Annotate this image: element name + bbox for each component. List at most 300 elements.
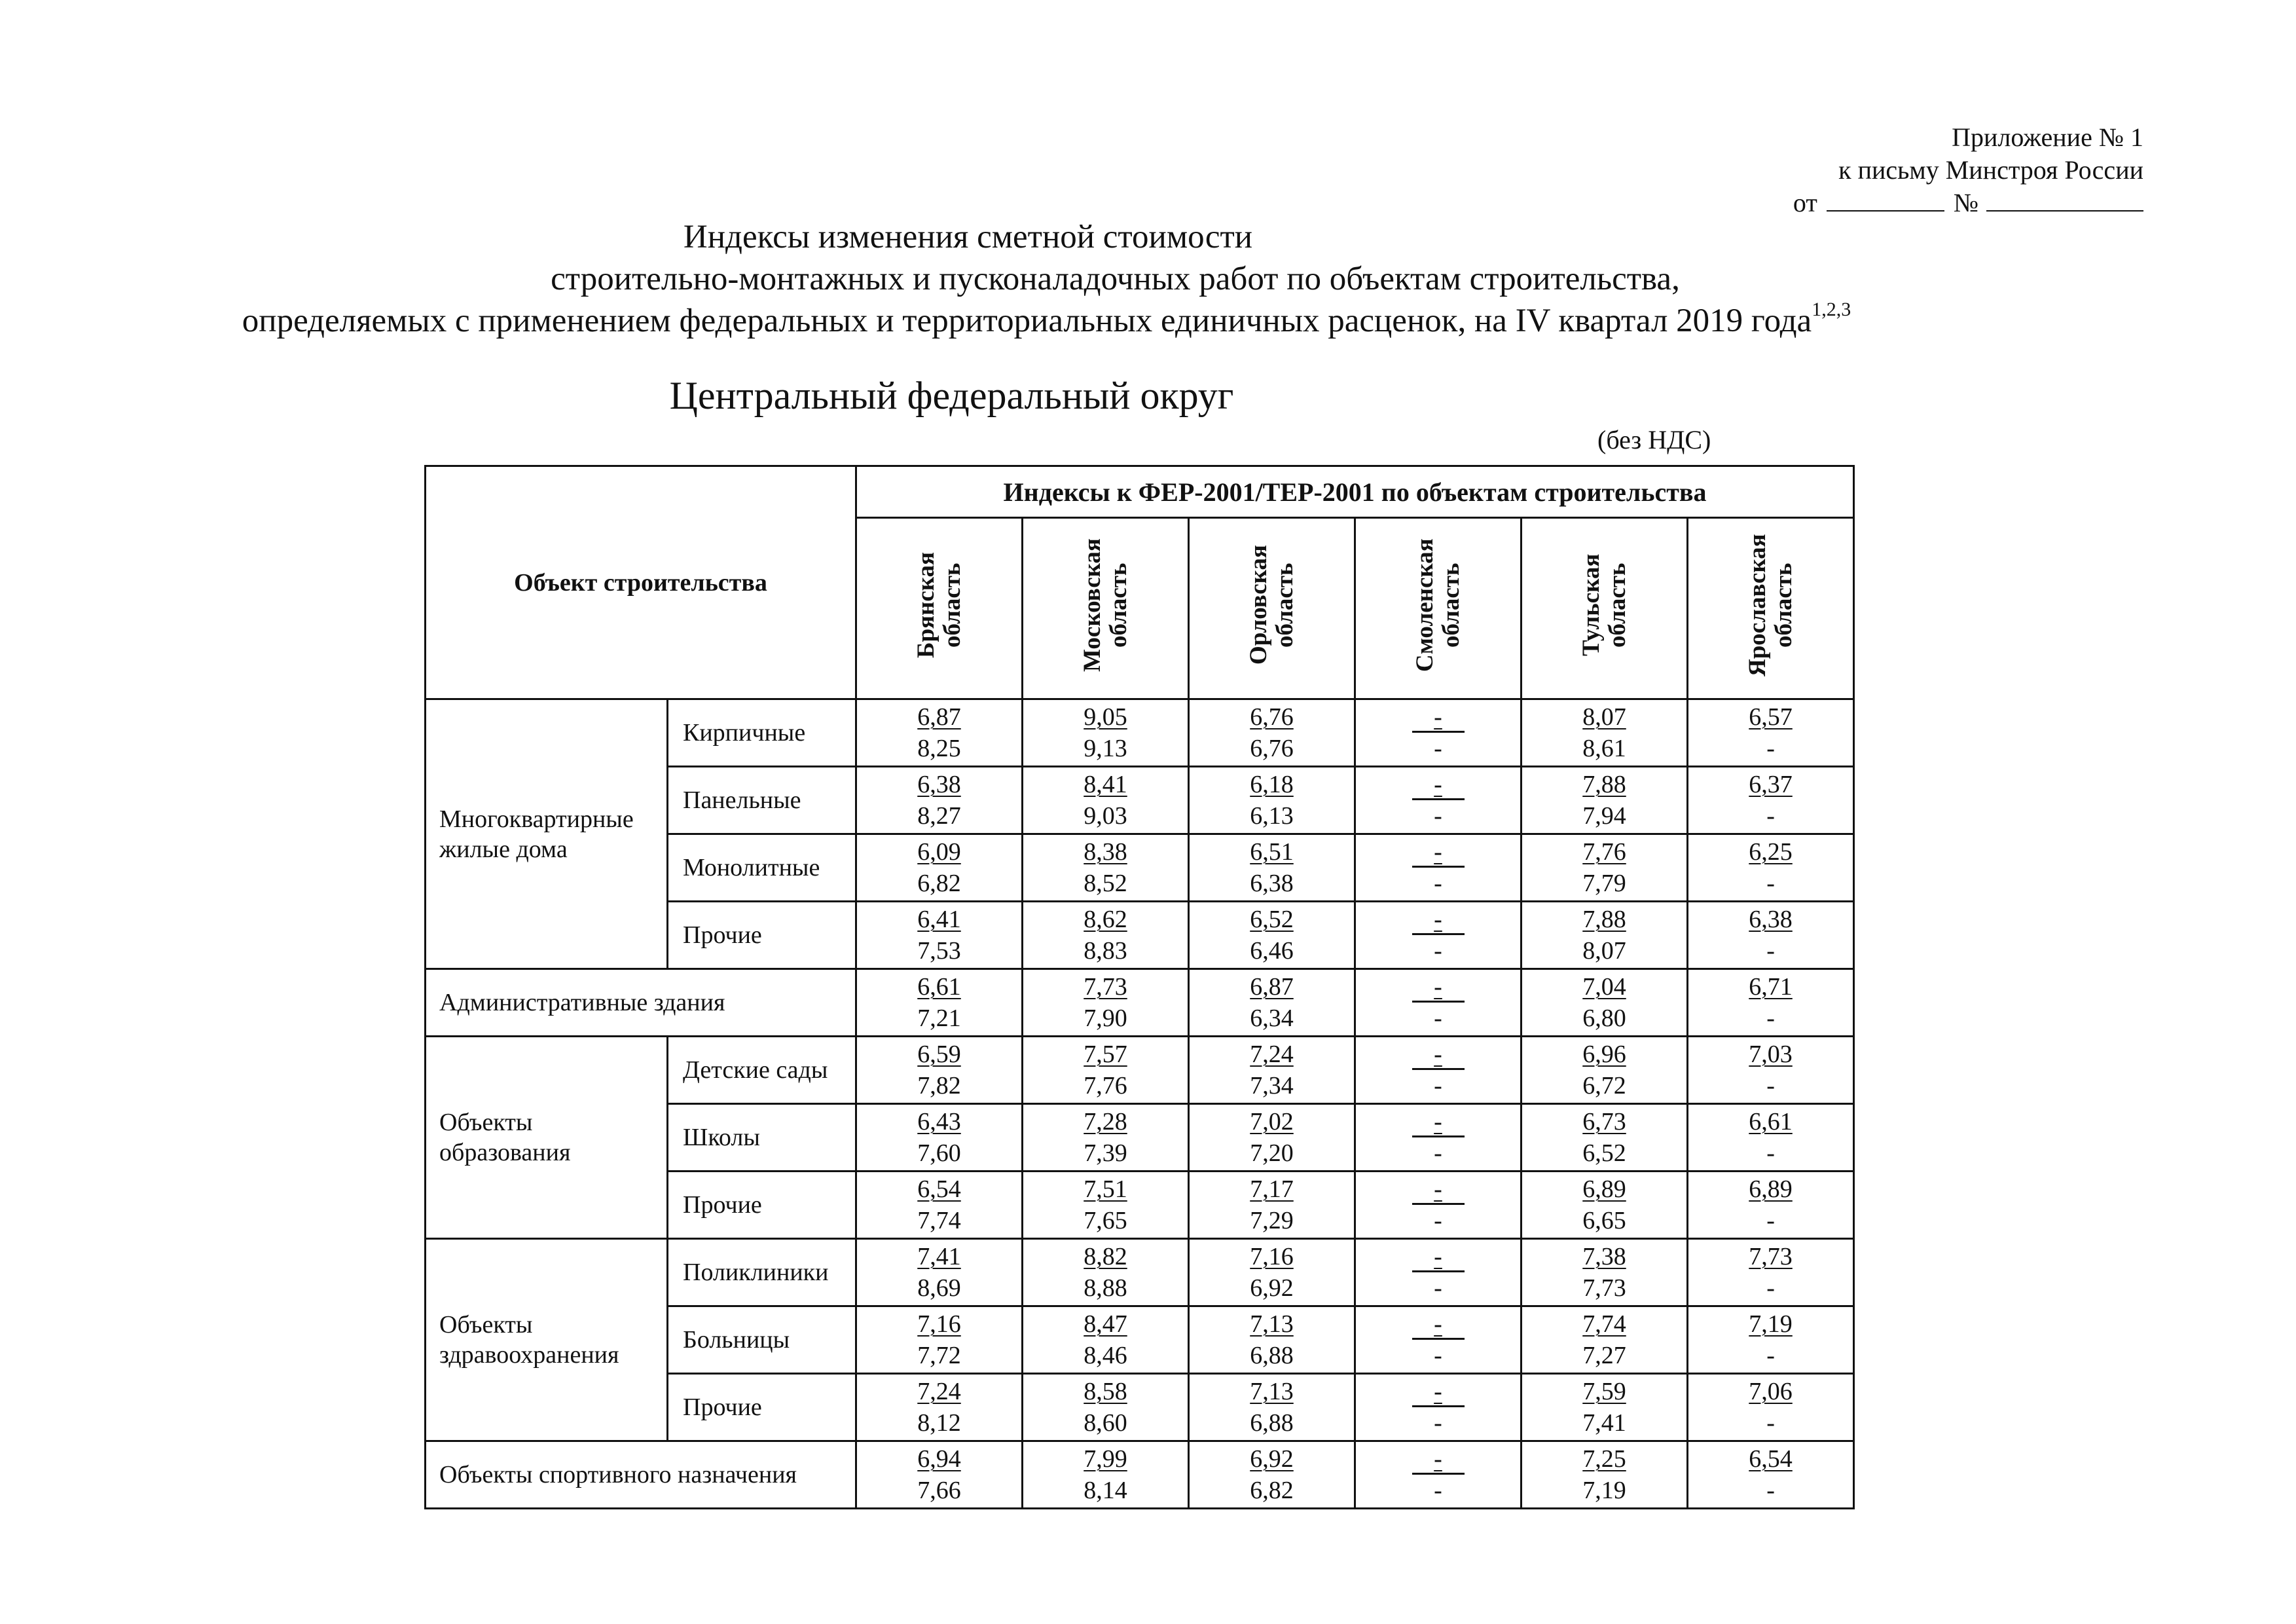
fer-index-text: 8,58 <box>1084 1378 1127 1405</box>
fer-index-value <box>1356 1173 1520 1205</box>
object-group-label: Объекты образования <box>426 1037 668 1239</box>
fer-index-value <box>1522 1241 1686 1272</box>
region-column-label: Тульская область <box>1577 553 1631 657</box>
ter-index-value: 7,66 <box>917 1477 961 1504</box>
title-line-3-text: определяемых с применением федеральных и территориальных единичных расценок, на IV квартал 2019 года <box>242 303 1812 339</box>
region-column-header <box>1688 518 1854 699</box>
index-value-cell <box>1688 1374 1854 1441</box>
fer-index-text: 6,76 <box>1250 703 1294 731</box>
object-group-label: Объекты здравоохранения <box>426 1239 668 1441</box>
ter-index-value: 8,88 <box>1084 1274 1127 1302</box>
fer-index-value <box>1522 701 1686 733</box>
fer-index-value <box>1190 701 1354 733</box>
annex-block <box>1777 121 2143 219</box>
fer-index-text: 6,61 <box>917 973 961 1001</box>
object-subtype-label: Панельные <box>668 767 856 834</box>
fer-index-value <box>1356 1106 1520 1137</box>
fer-index-text: 7,51 <box>1084 1175 1127 1203</box>
fer-index-text: - <box>1412 910 1465 935</box>
fer-index-value <box>1023 971 1188 1003</box>
annex-number-label: № <box>1953 188 1978 217</box>
index-value-cell <box>1023 1239 1189 1306</box>
fer-index-text: 7,13 <box>1250 1310 1294 1338</box>
index-value-cell <box>1023 699 1189 767</box>
ter-index-value: 7,19 <box>1582 1477 1626 1504</box>
fer-index-value <box>1688 1039 1853 1070</box>
fer-index-text: 8,47 <box>1084 1310 1127 1338</box>
index-value-cell <box>1189 1441 1355 1509</box>
fer-index-value <box>1190 1106 1354 1137</box>
fer-index-text: 7,57 <box>1084 1041 1127 1068</box>
index-value-cell <box>1189 767 1355 834</box>
table-row <box>426 969 1854 1037</box>
index-value-cell <box>1355 902 1522 969</box>
object-subtype-label: Монолитные <box>668 834 856 902</box>
ter-index-value: 7,72 <box>917 1342 961 1369</box>
index-value-cell <box>1522 1441 1688 1509</box>
number-blank <box>1986 188 2143 212</box>
index-value-cell <box>1023 1374 1189 1441</box>
fer-index-text: 6,09 <box>917 838 961 866</box>
fer-index-value <box>1023 701 1188 733</box>
ter-index-value: 6,52 <box>1582 1139 1626 1167</box>
ter-index-value: - <box>1766 1207 1775 1234</box>
ter-index-value: - <box>1766 1005 1775 1032</box>
fer-index-text: 6,89 <box>1749 1175 1793 1203</box>
fer-index-text: 6,94 <box>917 1445 961 1473</box>
fer-index-value <box>1190 1443 1354 1475</box>
fer-index-text: 7,76 <box>1582 838 1626 866</box>
fer-index-text: 7,88 <box>1582 771 1626 798</box>
fer-index-value <box>1190 904 1354 935</box>
fer-index-value <box>1688 769 1853 800</box>
fer-index-value <box>1522 904 1686 935</box>
ter-index-value: 9,03 <box>1084 802 1127 830</box>
title-line-2: строительно-монтажных и пусконаладочных работ по объектам строительства, <box>551 261 1680 297</box>
ter-index-value: 7,53 <box>917 937 961 965</box>
index-value-cell <box>1189 902 1355 969</box>
index-value-cell <box>1189 1239 1355 1306</box>
fer-index-value <box>1522 836 1686 868</box>
fer-index-value <box>1688 1106 1853 1137</box>
fer-index-text: 7,73 <box>1749 1243 1793 1270</box>
index-value-cell <box>1522 1104 1688 1172</box>
index-value-cell <box>1688 1306 1854 1374</box>
index-value-cell <box>1189 1172 1355 1239</box>
index-value-cell <box>1189 699 1355 767</box>
index-value-cell <box>1688 1172 1854 1239</box>
fer-index-value <box>1023 1241 1188 1272</box>
object-type-label: Административные здания <box>426 969 856 1037</box>
fer-index-value <box>1023 904 1188 935</box>
index-value-cell <box>1688 767 1854 834</box>
fer-index-value <box>1688 1173 1853 1205</box>
fer-index-value <box>857 904 1021 935</box>
fer-index-text: 6,92 <box>1250 1445 1294 1473</box>
fer-index-value <box>1522 1308 1686 1340</box>
fer-index-value <box>1356 769 1520 800</box>
fer-index-text: 7,19 <box>1749 1310 1793 1338</box>
ter-index-value: 9,13 <box>1084 735 1127 762</box>
index-value-cell <box>1522 767 1688 834</box>
fer-index-text: - <box>1412 707 1465 733</box>
index-value-cell <box>1355 1306 1522 1374</box>
fer-index-value <box>1522 1039 1686 1070</box>
fer-index-text: 8,62 <box>1084 906 1127 933</box>
fer-index-value <box>1522 971 1686 1003</box>
region-column-header <box>1023 518 1189 699</box>
index-value-cell <box>1023 1172 1189 1239</box>
fer-index-value <box>857 1443 1021 1475</box>
index-value-cell <box>1023 1306 1189 1374</box>
ter-index-value: 7,41 <box>1582 1409 1626 1437</box>
region-column-label: Московская область <box>1078 538 1132 672</box>
table-row <box>426 699 1854 767</box>
index-value-cell <box>1355 767 1522 834</box>
index-value-cell <box>856 1239 1023 1306</box>
index-value-cell <box>1522 699 1688 767</box>
fer-index-text: 6,18 <box>1250 771 1294 798</box>
fer-index-text: 7,24 <box>917 1378 961 1405</box>
ter-index-value: 7,76 <box>1084 1072 1127 1099</box>
fer-index-text: 7,24 <box>1250 1041 1294 1068</box>
fer-index-value <box>857 1308 1021 1340</box>
index-value-cell <box>1688 1037 1854 1104</box>
index-value-cell <box>1355 699 1522 767</box>
index-value-cell <box>1189 834 1355 902</box>
fer-index-value <box>1688 1376 1853 1407</box>
fer-index-text: 7,28 <box>1084 1108 1127 1135</box>
index-value-cell <box>1023 1104 1189 1172</box>
region-column-label: Смоленская область <box>1411 538 1465 672</box>
region-heading: Центральный федеральный округ <box>669 374 1234 417</box>
fer-index-text: - <box>1412 977 1465 1003</box>
fer-index-text: 6,54 <box>917 1175 961 1203</box>
fer-index-value <box>1190 1173 1354 1205</box>
fer-index-value <box>1356 1376 1520 1407</box>
fer-index-text: 6,38 <box>1749 906 1793 933</box>
fer-index-value <box>1522 1106 1686 1137</box>
ter-index-value: - <box>1766 1342 1775 1369</box>
fer-index-text: 6,52 <box>1250 906 1294 933</box>
annex-line-1: Приложение № 1 <box>1952 122 2143 152</box>
index-value-cell <box>1023 1037 1189 1104</box>
fer-index-value <box>857 1106 1021 1137</box>
index-value-cell <box>1023 1441 1189 1509</box>
fer-index-text: 7,88 <box>1582 906 1626 933</box>
region-column-label: Брянская область <box>912 551 966 659</box>
fer-index-text: 8,07 <box>1582 703 1626 731</box>
index-value-cell <box>1355 834 1522 902</box>
ter-index-value: - <box>1766 1139 1775 1167</box>
index-value-cell <box>856 699 1023 767</box>
region-column-header <box>1189 518 1355 699</box>
fer-index-text: 6,59 <box>917 1041 961 1068</box>
ter-index-value: 8,83 <box>1084 937 1127 965</box>
fer-index-value <box>1190 1241 1354 1272</box>
index-value-cell <box>1189 1037 1355 1104</box>
indices-table <box>424 465 1855 1509</box>
fer-index-value <box>1190 769 1354 800</box>
index-value-cell <box>1189 1374 1355 1441</box>
index-value-cell <box>1023 902 1189 969</box>
fer-index-value <box>1356 971 1520 1003</box>
ter-index-value: 8,60 <box>1084 1409 1127 1437</box>
fer-index-text: 6,43 <box>917 1108 961 1135</box>
ter-index-value: 7,60 <box>917 1139 961 1167</box>
ter-index-value: 6,13 <box>1250 802 1294 830</box>
index-value-cell <box>856 1172 1023 1239</box>
ter-index-value: 8,25 <box>917 735 961 762</box>
fer-index-text: 8,38 <box>1084 838 1127 866</box>
index-value-cell <box>1688 969 1854 1037</box>
title-line-3 <box>0 300 2296 342</box>
index-value-cell <box>1522 902 1688 969</box>
index-value-cell <box>1688 699 1854 767</box>
index-value-cell <box>1355 1441 1522 1509</box>
object-subtype-label: Школы <box>668 1104 856 1172</box>
fer-index-text: 6,87 <box>917 703 961 731</box>
ter-index-value: 7,74 <box>917 1207 961 1234</box>
ter-index-value: - <box>1434 870 1442 897</box>
ter-index-value: 7,27 <box>1582 1342 1626 1369</box>
index-value-cell <box>1522 1037 1688 1104</box>
ter-index-value: 6,82 <box>917 870 961 897</box>
fer-index-text: 6,87 <box>1250 973 1294 1001</box>
fer-index-value <box>1522 1173 1686 1205</box>
fer-index-value <box>857 836 1021 868</box>
ter-index-value: - <box>1434 1409 1442 1437</box>
title-line-1: Индексы изменения сметной стоимости <box>683 219 1253 255</box>
fer-index-value <box>1688 1443 1853 1475</box>
object-subtype-label: Больницы <box>668 1306 856 1374</box>
fer-index-text: 7,74 <box>1582 1310 1626 1338</box>
ter-index-value: 8,61 <box>1582 735 1626 762</box>
fer-index-text: 6,61 <box>1749 1108 1793 1135</box>
ter-index-value: 7,65 <box>1084 1207 1127 1234</box>
fer-index-value <box>1522 769 1686 800</box>
fer-index-value <box>1688 836 1853 868</box>
ter-index-value: - <box>1766 735 1775 762</box>
ter-index-value: - <box>1434 1477 1442 1504</box>
fer-index-value <box>1688 701 1853 733</box>
ter-index-value: - <box>1434 1139 1442 1167</box>
ter-index-value: 7,90 <box>1084 1005 1127 1032</box>
region-column-label: Орловская область <box>1245 545 1298 665</box>
date-blank <box>1827 188 1944 212</box>
fer-index-value <box>1356 1241 1520 1272</box>
ter-index-value: - <box>1766 870 1775 897</box>
fer-index-value <box>857 971 1021 1003</box>
region-column-header <box>856 518 1023 699</box>
index-value-cell <box>1522 1239 1688 1306</box>
fer-index-value <box>1356 904 1520 935</box>
fer-index-text: - <box>1412 1112 1465 1137</box>
index-value-cell <box>1522 1374 1688 1441</box>
ter-index-value: 6,46 <box>1250 937 1294 965</box>
object-subtype-label: Прочие <box>668 1374 856 1441</box>
ter-index-value: - <box>1434 1005 1442 1032</box>
object-subtype-label: Прочие <box>668 1172 856 1239</box>
units-note: (без НДС) <box>1597 425 1711 454</box>
fer-index-value <box>1522 1443 1686 1475</box>
fer-index-value <box>1023 1039 1188 1070</box>
index-value-cell <box>856 1037 1023 1104</box>
fer-index-text: - <box>1412 1314 1465 1340</box>
fer-index-value <box>1190 1039 1354 1070</box>
index-value-cell <box>1522 969 1688 1037</box>
indices-body <box>426 699 1854 1509</box>
annex-line-3 <box>1777 187 2143 219</box>
indices-header: Индексы к ФЕР-2001/ТЕР-2001 по объектам строительства <box>856 466 1854 518</box>
fer-index-text: 6,89 <box>1582 1175 1626 1203</box>
region-column-label: Ярославская область <box>1743 534 1797 676</box>
region-column-header <box>1355 518 1522 699</box>
fer-index-text: 6,25 <box>1749 838 1793 866</box>
fer-index-value <box>1023 1173 1188 1205</box>
fer-index-text: 6,41 <box>917 906 961 933</box>
ter-index-value: 8,12 <box>917 1409 961 1437</box>
annex-from-label: от <box>1793 188 1817 217</box>
fer-index-text: 7,17 <box>1250 1175 1294 1203</box>
ter-index-value: 8,52 <box>1084 870 1127 897</box>
index-value-cell <box>1688 1239 1854 1306</box>
index-value-cell <box>1522 834 1688 902</box>
ter-index-value: 6,80 <box>1582 1005 1626 1032</box>
fer-index-text: - <box>1412 1044 1465 1070</box>
index-value-cell <box>1688 1104 1854 1172</box>
fer-index-value <box>1688 1241 1853 1272</box>
fer-index-text: 6,73 <box>1582 1108 1626 1135</box>
index-value-cell <box>856 834 1023 902</box>
fer-index-text: 6,51 <box>1250 838 1294 866</box>
fer-index-value <box>857 1376 1021 1407</box>
fer-index-text: 6,96 <box>1582 1041 1626 1068</box>
fer-index-text: 6,54 <box>1749 1445 1793 1473</box>
fer-index-value <box>1190 971 1354 1003</box>
table-row <box>426 1239 1854 1306</box>
fer-index-text: - <box>1412 842 1465 868</box>
ter-index-value: 7,94 <box>1582 802 1626 830</box>
ter-index-value: 6,82 <box>1250 1477 1294 1504</box>
fer-index-text: 7,25 <box>1582 1445 1626 1473</box>
index-value-cell <box>1189 969 1355 1037</box>
fer-index-value <box>1356 1443 1520 1475</box>
ter-index-value: 7,20 <box>1250 1139 1294 1167</box>
ter-index-value: - <box>1434 937 1442 965</box>
ter-index-value: 6,92 <box>1250 1274 1294 1302</box>
fer-index-text: 9,05 <box>1084 703 1127 731</box>
fer-index-text: 7,16 <box>1250 1243 1294 1270</box>
fer-index-value <box>1023 1443 1188 1475</box>
fer-index-value <box>857 1039 1021 1070</box>
fer-index-text: - <box>1412 775 1465 800</box>
table-row <box>426 1037 1854 1104</box>
ter-index-value: 7,73 <box>1582 1274 1626 1302</box>
fer-index-value <box>1688 1308 1853 1340</box>
fer-index-text: - <box>1412 1382 1465 1407</box>
ter-index-value: - <box>1766 1409 1775 1437</box>
fer-index-value <box>857 1173 1021 1205</box>
fer-index-text: - <box>1412 1179 1465 1205</box>
fer-index-value <box>1023 1376 1188 1407</box>
index-value-cell <box>1522 1172 1688 1239</box>
title-footnote-refs: 1,2,3 <box>1812 299 1851 320</box>
ter-index-value: - <box>1434 1072 1442 1099</box>
index-value-cell <box>856 767 1023 834</box>
ter-index-value: - <box>1766 937 1775 965</box>
object-subtype-label: Прочие <box>668 902 856 969</box>
fer-index-value <box>857 1241 1021 1272</box>
ter-index-value: 6,88 <box>1250 1409 1294 1437</box>
index-value-cell <box>1023 834 1189 902</box>
ter-index-value: 8,27 <box>917 802 961 830</box>
ter-index-value: - <box>1434 1274 1442 1302</box>
fer-index-value <box>1356 836 1520 868</box>
fer-index-text: 6,57 <box>1749 703 1793 731</box>
fer-index-text: 7,03 <box>1749 1041 1793 1068</box>
ter-index-value: 7,34 <box>1250 1072 1294 1099</box>
fer-index-value <box>1190 1308 1354 1340</box>
fer-index-text: 7,38 <box>1582 1243 1626 1270</box>
object-type-label: Объекты спортивного назначения <box>426 1441 856 1509</box>
document-title <box>0 216 2296 342</box>
index-value-cell <box>1355 1037 1522 1104</box>
fer-index-text: - <box>1412 1449 1465 1475</box>
index-value-cell <box>856 969 1023 1037</box>
object-group-label: Многоквартирные жилые дома <box>426 699 668 969</box>
fer-index-text: 6,37 <box>1749 771 1793 798</box>
object-subtype-label: Кирпичные <box>668 699 856 767</box>
table-row <box>426 1441 1854 1509</box>
index-value-cell <box>1189 1306 1355 1374</box>
annex-line-2: к письму Минстроя России <box>1838 155 2143 185</box>
index-value-cell <box>856 902 1023 969</box>
fer-index-text: 7,02 <box>1250 1108 1294 1135</box>
ter-index-value: - <box>1434 1207 1442 1234</box>
ter-index-value: 6,88 <box>1250 1342 1294 1369</box>
fer-index-value <box>1356 701 1520 733</box>
ter-index-value: - <box>1766 1274 1775 1302</box>
index-value-cell <box>1355 969 1522 1037</box>
ter-index-value: 8,46 <box>1084 1342 1127 1369</box>
fer-index-text: 7,06 <box>1749 1378 1793 1405</box>
ter-index-value: 6,72 <box>1582 1072 1626 1099</box>
index-value-cell <box>856 1441 1023 1509</box>
ter-index-value: 7,39 <box>1084 1139 1127 1167</box>
fer-index-value <box>1688 904 1853 935</box>
index-value-cell <box>1688 1441 1854 1509</box>
ter-index-value: 7,79 <box>1582 870 1626 897</box>
ter-index-value: - <box>1766 1477 1775 1504</box>
ter-index-value: - <box>1434 802 1442 830</box>
fer-index-text: - <box>1412 1247 1465 1272</box>
fer-index-text: 7,13 <box>1250 1378 1294 1405</box>
fer-index-value <box>857 769 1021 800</box>
ter-index-value: 6,65 <box>1582 1207 1626 1234</box>
fer-index-value <box>857 701 1021 733</box>
ter-index-value: 7,21 <box>917 1005 961 1032</box>
fer-index-value <box>1356 1308 1520 1340</box>
ter-index-value: 6,34 <box>1250 1005 1294 1032</box>
index-value-cell <box>856 1374 1023 1441</box>
fer-index-text: 6,71 <box>1749 973 1793 1001</box>
fer-index-value <box>1023 1106 1188 1137</box>
object-column-header: Объект строительства <box>426 466 856 699</box>
ter-index-value: 7,82 <box>917 1072 961 1099</box>
fer-index-value <box>1190 836 1354 868</box>
index-value-cell <box>1355 1374 1522 1441</box>
